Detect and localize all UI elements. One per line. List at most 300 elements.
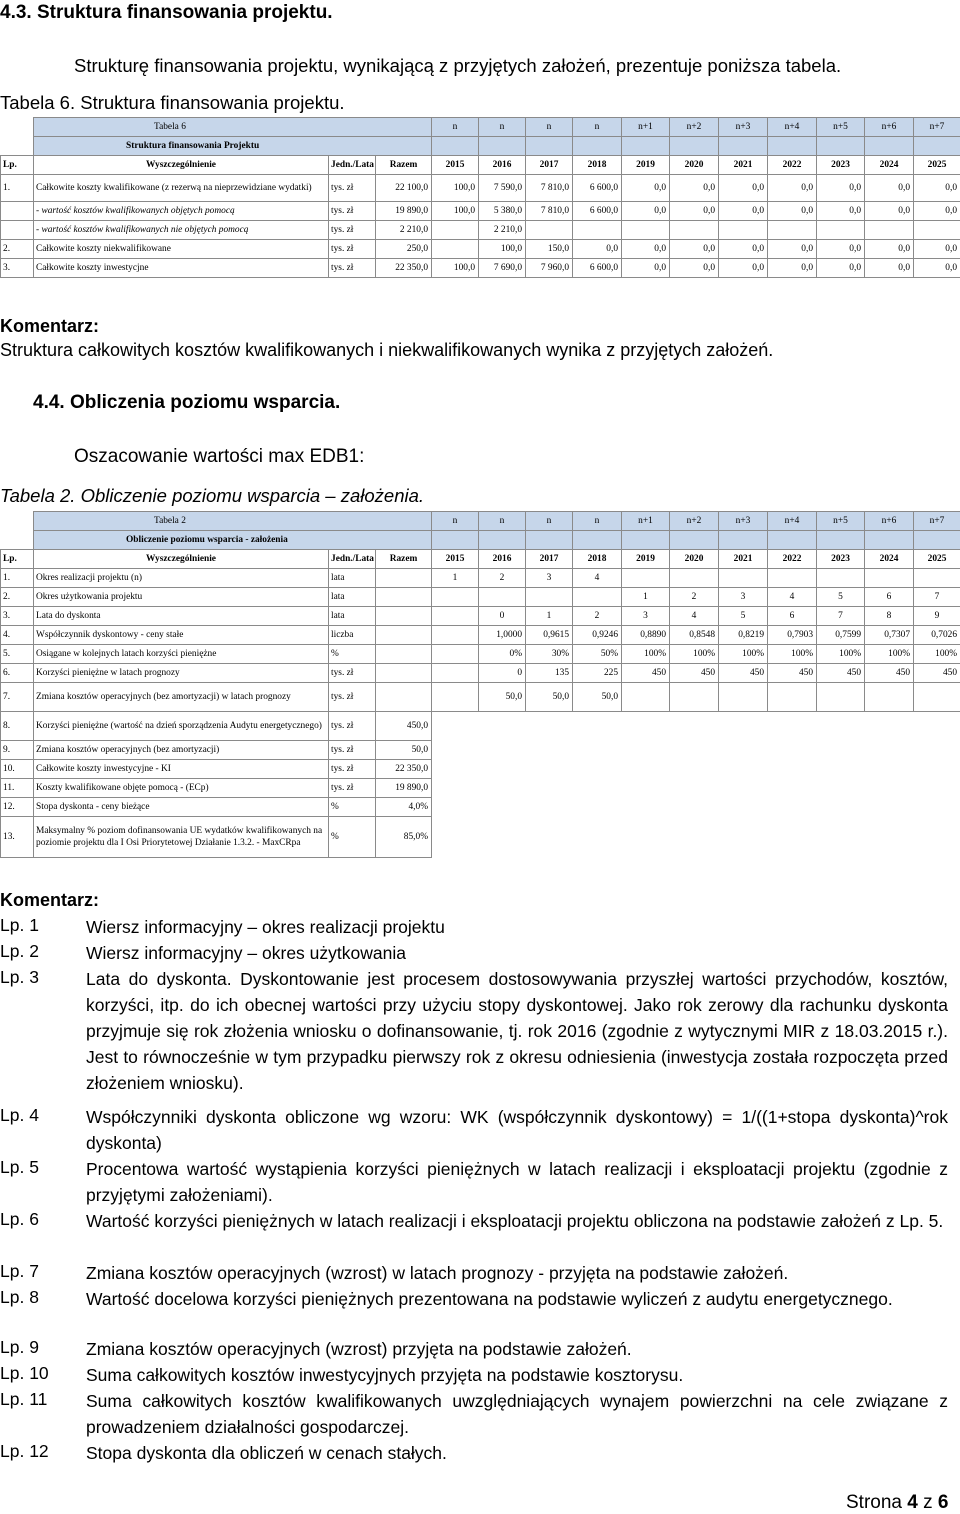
row-value: 7 960,0 (526, 259, 573, 278)
year-header: 2024 (865, 550, 914, 569)
table-label: Tabela 2 (34, 512, 432, 531)
blank-cell (573, 779, 622, 798)
col-lp: Lp. (1, 550, 34, 569)
row-value (432, 664, 479, 683)
blank-cell (670, 712, 719, 741)
comment-lp: Lp. 12 (0, 1441, 49, 1461)
row-value: 100% (914, 645, 960, 664)
year-header: 2024 (865, 156, 914, 175)
blank-cell (622, 741, 670, 760)
blank-cell (817, 712, 865, 741)
period-label: n+5 (817, 512, 865, 531)
table-subtitle: Struktura finansowania Projektu (34, 137, 432, 156)
row-value: 6 600,0 (573, 259, 622, 278)
row-value (817, 569, 865, 588)
blank-cell (1, 118, 34, 137)
row-value (865, 221, 914, 240)
row-value: 100% (768, 645, 817, 664)
comment-text: Procentowa wartość wystąpienia korzyści pieniężnych w latach realizacji i eksploatacji projektu (zgodnie z przyjętymi założeniami). (86, 1159, 948, 1205)
table-row (1, 175, 960, 202)
table-row (1, 779, 960, 798)
row-value: 2 (670, 588, 719, 607)
row-value: 0,7307 (865, 626, 914, 645)
comment-text: Zmiana kosztów operacyjnych (wzrost) w latach prognozy - przyjęta na podstawie założeń. (86, 1263, 789, 1283)
col-unit: Jedn./Lata (329, 156, 376, 175)
row-value: 0,0 (817, 259, 865, 278)
row-value: 450 (768, 664, 817, 683)
row-desc: Stopa dyskonta - ceny bieżące (34, 798, 329, 817)
row-lp: 3. (1, 607, 34, 626)
blank-cell (526, 712, 573, 741)
blank-cell (865, 779, 914, 798)
comment-text: Stopa dyskonta dla obliczeń w cenach stałych. (86, 1443, 447, 1463)
col-lp: Lp. (1, 156, 34, 175)
comment-text: Zmiana kosztów operacyjnych (wzrost) przyjęta na podstawie założeń. (86, 1339, 632, 1359)
year-header: 2022 (768, 550, 817, 569)
row-desc: Okres realizacji projektu (n) (34, 569, 329, 588)
blank-cell (622, 712, 670, 741)
row-value (719, 221, 768, 240)
row-value: 100,0 (432, 175, 479, 202)
row-value (914, 221, 960, 240)
row-desc: Koszty kwalifikowane objęte pomocą - (ECp) (34, 779, 329, 798)
row-value: 0,0 (622, 240, 670, 259)
row-lp: 6. (1, 664, 34, 683)
col-desc: Wyszczególnienie (34, 550, 329, 569)
row-value: 2 (573, 607, 622, 626)
year-header: 2023 (817, 156, 865, 175)
row-value: 100,0 (432, 259, 479, 278)
blank-cell (622, 798, 670, 817)
empty-cell (432, 137, 479, 156)
row-lp: 4. (1, 626, 34, 645)
row-unit: tys. zł (329, 175, 376, 202)
row-value: 0,0 (719, 175, 768, 202)
blank-cell (670, 779, 719, 798)
row-value: 100,0 (479, 240, 526, 259)
row-lp: 3. (1, 259, 34, 278)
row-value (670, 569, 719, 588)
row-value: 0,0 (865, 259, 914, 278)
period-label: n (432, 118, 479, 137)
blank-cell (719, 817, 768, 858)
blank-cell (817, 760, 865, 779)
blank-cell (622, 817, 670, 858)
blank-cell (432, 712, 479, 741)
comment-lp: Lp. 9 (0, 1337, 39, 1357)
blank-cell (719, 741, 768, 760)
row-value: 1 (526, 607, 573, 626)
row-value: 0 (479, 607, 526, 626)
row-unit: tys. zł (329, 779, 376, 798)
comment-text: Suma całkowitych kosztów kwalifikowanych uwzględniających wynajem powierzchni na cele związane z prowadzeniem działalności gospodarczej. (86, 1391, 948, 1437)
blank-cell (768, 817, 817, 858)
row-desc: Maksymalny % poziom dofinansowania UE wydatków kwalifikowanych na poziomie projektu dla I Osi Priorytetowej Działanie 1.3.2. - MaxCRpa (34, 817, 329, 858)
blank-cell (1, 137, 34, 156)
row-value: 8 (865, 607, 914, 626)
year-header: 2021 (719, 550, 768, 569)
blank-cell (670, 817, 719, 858)
year-header: 2018 (573, 156, 622, 175)
row-value (432, 645, 479, 664)
table-row (1, 202, 960, 221)
blank-cell (526, 760, 573, 779)
row-value: 0,0 (768, 175, 817, 202)
period-label: n+7 (914, 118, 960, 137)
table-title-row (1, 512, 960, 531)
period-label: n+1 (622, 512, 670, 531)
row-value: 5 (719, 607, 768, 626)
row-total: 50,0 (376, 741, 432, 760)
year-header: 2022 (768, 156, 817, 175)
comment-lp: Lp. 1 (0, 915, 39, 935)
empty-cell (479, 137, 526, 156)
row-value (719, 683, 768, 712)
comment-text: Wartość korzyści pieniężnych w latach realizacji i eksploatacji projektu obliczona na podstawie założeń z Lp. 5. (86, 1211, 944, 1231)
section-43-intro: Strukturę finansowania projektu, wynikającą z przyjętych założeń, prezentuje poniższa tabela. (74, 55, 842, 76)
blank-cell (670, 741, 719, 760)
row-value: 0,8890 (622, 626, 670, 645)
row-value: 0,9246 (573, 626, 622, 645)
row-value: 0,0 (914, 259, 960, 278)
row-value: 450 (670, 664, 719, 683)
blank-cell (479, 817, 526, 858)
row-total (376, 645, 432, 664)
row-desc: Całkowite koszty niekwalifikowane (34, 240, 329, 259)
row-value: 0,0 (622, 202, 670, 221)
row-value (719, 569, 768, 588)
row-value: 6 600,0 (573, 202, 622, 221)
year-header: 2015 (432, 156, 479, 175)
row-value (914, 569, 960, 588)
row-value: 0,0 (719, 202, 768, 221)
empty-cell (526, 531, 573, 550)
row-value (526, 221, 573, 240)
row-lp: 9. (1, 741, 34, 760)
empty-cell (865, 531, 914, 550)
row-total (376, 664, 432, 683)
blank-cell (768, 798, 817, 817)
period-label: n (432, 512, 479, 531)
blank-cell (622, 779, 670, 798)
row-lp: 11. (1, 779, 34, 798)
row-value: 7 690,0 (479, 259, 526, 278)
row-lp: 2. (1, 240, 34, 259)
blank-cell (526, 779, 573, 798)
row-unit: tys. zł (329, 683, 376, 712)
row-unit: tys. zł (329, 760, 376, 779)
blank-cell (573, 817, 622, 858)
row-lp: 13. (1, 817, 34, 858)
row-value: 0,0 (719, 259, 768, 278)
row-value: 450 (622, 664, 670, 683)
row-value (670, 221, 719, 240)
period-label: n+3 (719, 118, 768, 137)
comment1-title: Komentarz: (0, 316, 100, 336)
row-value (573, 588, 622, 607)
row-value: 0,0 (670, 240, 719, 259)
row-value: 0,0 (670, 175, 719, 202)
row-value: 0,0 (573, 240, 622, 259)
blank-cell (865, 798, 914, 817)
blank-cell (817, 817, 865, 858)
blank-cell (1, 512, 34, 531)
financing-table (0, 117, 960, 278)
blank-cell (768, 741, 817, 760)
row-total: 2 210,0 (376, 221, 432, 240)
comment-lp: Lp. 10 (0, 1363, 49, 1383)
blank-cell (479, 741, 526, 760)
row-total: 4,0% (376, 798, 432, 817)
row-value: 0,0 (768, 202, 817, 221)
page-prefix: Strona (846, 1492, 908, 1513)
table-row (1, 607, 960, 626)
table-row (1, 645, 960, 664)
row-value (432, 588, 479, 607)
page-total: 6 (937, 1492, 949, 1513)
row-unit: tys. zł (329, 259, 376, 278)
page-current: 4 (907, 1492, 918, 1513)
row-value: 0,0 (865, 240, 914, 259)
row-value: 100% (622, 645, 670, 664)
blank-cell (479, 760, 526, 779)
row-total: 19 890,0 (376, 202, 432, 221)
blank-cell (865, 817, 914, 858)
row-value: 0,0 (865, 175, 914, 202)
period-label: n (573, 512, 622, 531)
table-title-row (1, 118, 960, 137)
blank-cell (817, 798, 865, 817)
row-value: 0% (479, 645, 526, 664)
table-row (1, 712, 960, 741)
blank-cell (479, 712, 526, 741)
row-value: 0,9615 (526, 626, 573, 645)
col-desc: Wyszczególnienie (34, 156, 329, 175)
row-lp: 7. (1, 683, 34, 712)
row-lp: 1. (1, 175, 34, 202)
empty-cell (768, 137, 817, 156)
period-label: n+4 (768, 512, 817, 531)
period-label: n+2 (670, 118, 719, 137)
blank-cell (479, 779, 526, 798)
row-desc: Całkowite koszty inwestycjne (34, 259, 329, 278)
row-value: 0,0 (817, 202, 865, 221)
blank-cell (719, 798, 768, 817)
blank-cell (432, 798, 479, 817)
comment-text: Suma całkowitych kosztów inwestycyjnych przyjęta na podstawie kosztorysu. (86, 1365, 684, 1385)
row-value: 100% (670, 645, 719, 664)
row-value (865, 683, 914, 712)
blank-cell (768, 760, 817, 779)
blank-cell (432, 779, 479, 798)
row-value: 0,0 (768, 259, 817, 278)
row-value: 7 810,0 (526, 175, 573, 202)
blank-cell (479, 798, 526, 817)
row-total: 250,0 (376, 240, 432, 259)
blank-cell (865, 760, 914, 779)
blank-cell (432, 741, 479, 760)
comment1-text: Struktura całkowitych kosztów kwalifikowanych i niekwalifikowanych wynika z przyjętych założeń. (0, 340, 774, 360)
table-subtitle-row (1, 531, 960, 550)
row-value: 150,0 (526, 240, 573, 259)
year-header: 2020 (670, 550, 719, 569)
row-total: 19 890,0 (376, 779, 432, 798)
table-row (1, 664, 960, 683)
row-unit: tys. zł (329, 741, 376, 760)
row-value: 450 (817, 664, 865, 683)
row-value (768, 221, 817, 240)
row-value: 0,7026 (914, 626, 960, 645)
row-desc: - wartość kosztów kwalifikowanych objętych pomocą (34, 202, 329, 221)
year-header: 2025 (914, 550, 960, 569)
row-value (479, 588, 526, 607)
comment-lp: Lp. 7 (0, 1261, 39, 1281)
row-value: 0,0 (670, 202, 719, 221)
row-unit: % (329, 645, 376, 664)
blank-cell (622, 760, 670, 779)
row-value: 0,8219 (719, 626, 768, 645)
table-row (1, 240, 960, 259)
row-value (768, 569, 817, 588)
row-desc: - wartość kosztów kwalifikowanych nie objętych pomocą (34, 221, 329, 240)
row-total (376, 569, 432, 588)
comment-lp: Lp. 3 (0, 967, 39, 987)
row-value (768, 683, 817, 712)
table6-caption: Tabela 6. Struktura finansowania projektu. (0, 92, 345, 113)
row-value: 100% (817, 645, 865, 664)
row-value: 0,0 (622, 259, 670, 278)
comment-lp: Lp. 2 (0, 941, 39, 961)
blank-cell (432, 817, 479, 858)
row-unit: lata (329, 588, 376, 607)
row-value: 0,0 (817, 240, 865, 259)
table-label: Tabela 6 (34, 118, 432, 137)
row-lp (1, 202, 34, 221)
row-unit: % (329, 817, 376, 858)
col-total: Razem (376, 156, 432, 175)
table-subtitle-row (1, 137, 960, 156)
row-unit: tys. zł (329, 202, 376, 221)
table-row (1, 259, 960, 278)
row-unit: tys. zł (329, 240, 376, 259)
row-value: 0,0 (914, 240, 960, 259)
blank-cell (768, 712, 817, 741)
row-value: 7 590,0 (479, 175, 526, 202)
blank-cell (914, 741, 960, 760)
blank-cell (573, 760, 622, 779)
blank-cell (865, 712, 914, 741)
empty-cell (817, 531, 865, 550)
row-lp: 1. (1, 569, 34, 588)
blank-cell (914, 760, 960, 779)
row-total: 22 350,0 (376, 760, 432, 779)
row-value (670, 683, 719, 712)
row-value: 100% (719, 645, 768, 664)
comment-lp: Lp. 11 (0, 1389, 48, 1409)
row-value (432, 626, 479, 645)
period-label: n+7 (914, 512, 960, 531)
blank-cell (865, 741, 914, 760)
empty-cell (817, 137, 865, 156)
table-row (1, 798, 960, 817)
row-desc: Całkowite koszty kwalifikowane (z rezerwą na nieprzewidziane wydatki) (34, 175, 329, 202)
empty-cell (573, 531, 622, 550)
table-row (1, 817, 960, 858)
row-value: 5 380,0 (479, 202, 526, 221)
row-value: 9 (914, 607, 960, 626)
row-desc: Zmiana kosztów operacyjnych (bez amortyzacji) w latach prognozy (34, 683, 329, 712)
row-value: 6 (865, 588, 914, 607)
blank-cell (670, 760, 719, 779)
row-value (622, 221, 670, 240)
row-value (914, 683, 960, 712)
row-value: 0,0 (914, 202, 960, 221)
comment-lp: Lp. 8 (0, 1287, 39, 1307)
row-value: 0 (479, 664, 526, 683)
table2-caption: Tabela 2. Obliczenie poziomu wsparcia – założenia. (0, 485, 425, 506)
row-value: 135 (526, 664, 573, 683)
row-total (376, 588, 432, 607)
row-value: 0,7903 (768, 626, 817, 645)
row-total: 85,0% (376, 817, 432, 858)
year-header: 2016 (479, 156, 526, 175)
empty-cell (622, 531, 670, 550)
row-value: 4 (768, 588, 817, 607)
comment-text: Wiersz informacyjny – okres użytkowania (86, 943, 406, 963)
row-unit: % (329, 798, 376, 817)
row-desc: Całkowite koszty inwestycyjne - KI (34, 760, 329, 779)
empty-cell (914, 137, 960, 156)
table-subtitle: Obliczenie poziomu wsparcia - założenia (34, 531, 432, 550)
row-total (376, 683, 432, 712)
empty-cell (670, 531, 719, 550)
row-desc: Korzyści pieniężne (wartość na dzień sporządzenia Audytu energetycznego) (34, 712, 329, 741)
row-total: 450,0 (376, 712, 432, 741)
row-value: 6 (768, 607, 817, 626)
row-value: 2 210,0 (479, 221, 526, 240)
table-row (1, 588, 960, 607)
year-header: 2017 (526, 156, 573, 175)
period-label: n (479, 512, 526, 531)
year-header: 2019 (622, 156, 670, 175)
year-header: 2015 (432, 550, 479, 569)
year-header: 2018 (573, 550, 622, 569)
table-row (1, 683, 960, 712)
row-total: 22 350,0 (376, 259, 432, 278)
blank-cell (817, 741, 865, 760)
row-value: 30% (526, 645, 573, 664)
blank-cell (914, 798, 960, 817)
row-value: 450 (914, 664, 960, 683)
row-value: 0,0 (865, 202, 914, 221)
row-unit: liczba (329, 626, 376, 645)
row-value: 50,0 (526, 683, 573, 712)
blank-cell (573, 741, 622, 760)
row-value: 0,0 (914, 175, 960, 202)
row-value: 1 (622, 588, 670, 607)
section-44-heading: 4.4. Obliczenia poziomu wsparcia. (33, 392, 341, 413)
row-total (376, 607, 432, 626)
blank-cell (719, 712, 768, 741)
empty-cell (670, 137, 719, 156)
row-value: 4 (573, 569, 622, 588)
comment-text: Wartość docelowa korzyści pieniężnych prezentowana na podstawie wyliczeń z audytu energetycznego. (86, 1289, 893, 1309)
empty-cell (573, 137, 622, 156)
row-value: 0,0 (768, 240, 817, 259)
comment-lp: Lp. 6 (0, 1209, 39, 1229)
row-unit: lata (329, 607, 376, 626)
row-value: 0,0 (719, 240, 768, 259)
